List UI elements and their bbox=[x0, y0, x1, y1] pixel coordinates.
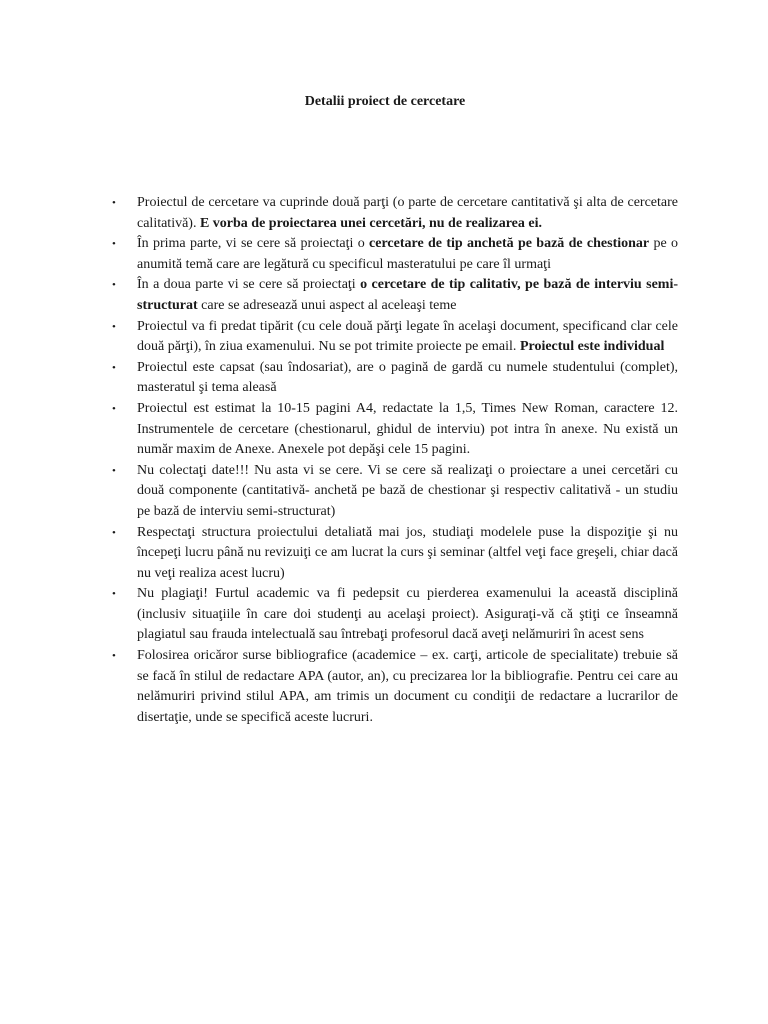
bullet-icon: • bbox=[112, 588, 116, 601]
list-item bbox=[112, 523, 678, 585]
text-segment: care se adresează unui aspect al aceleaşi teme bbox=[197, 297, 457, 313]
text-segment: În a doua parte vi se cere să proiectaţi bbox=[137, 277, 361, 293]
bullet-icon: • bbox=[112, 197, 116, 209]
bullet-icon: • bbox=[112, 320, 116, 333]
text-segment: În prima parte, vi se cere să proiectaţi o bbox=[137, 236, 370, 252]
list-item-text bbox=[137, 195, 678, 231]
bold-text: cercetare de tip anchetă pe bază de chestionar bbox=[369, 236, 650, 252]
list-item bbox=[112, 275, 678, 316]
list-item-text bbox=[137, 277, 678, 313]
text-segment: Proiectul est estimat la 10-15 pagini A4, redactate la 1,5, Times New Roman, caractere 12. Instrumentele de cercetare (chestionarul, ghidul de interviu) pot intra în anexe. Nu există un număr maxim de Anexe. Anexele pot depăşi cele 15 pagini. bbox=[137, 400, 678, 458]
bullet-icon: • bbox=[112, 650, 116, 663]
list-item-text bbox=[137, 360, 678, 396]
list-item bbox=[112, 317, 678, 358]
text-segment: Proiectul va fi predat tipărit (cu cele două părţi legate în acelaşi document, specificand clar cele două părţi), în ziua examenului. Nu se pot trimite proiecte pe email. bbox=[137, 318, 678, 355]
list-item-text bbox=[137, 525, 678, 581]
bullet-list bbox=[112, 193, 678, 728]
text-segment: Folosirea oricăror surse bibliografice (academice – ex. carţi, articole de specialitate) trebuie să se facă în stilul de redactare APA (autor, an), cu precizarea lor la bibliografie. Pentru cei care au nelămuriri privind stilul APA, am trimis un document cu condiţii de redactare a lucrarilor de disertaţie, unde se specifică aceste lucruri. bbox=[137, 648, 678, 725]
list-item bbox=[112, 234, 678, 275]
list-item bbox=[112, 358, 678, 399]
text-segment: Proiectul de cercetare va cuprinde două parţi (o parte de cercetare cantitativă şi alta de cercetare calitativă). bbox=[137, 195, 678, 231]
list-item bbox=[112, 193, 678, 234]
document-title: Detalii proiect de cercetare bbox=[304, 94, 466, 109]
text-segment: Nu plagiaţi! Furtul academic va fi pedepsit cu pierderea examenului la această disciplină (inclusiv situaţiile în care doi studenţi au acelaşi proiect). Asiguraţi-vă că ştiţi ce înseamnă plagiatul sau frauda intelectuală sau întrebaţi profesorul dacă aveţi nelămuriri în acest sens bbox=[137, 586, 678, 643]
text-segment: pe o anumită temă care are legătură cu specificul masteratului pe care îl urmaţi bbox=[137, 236, 678, 272]
list-item-text bbox=[137, 648, 678, 725]
list-item-text bbox=[137, 319, 678, 355]
list-item bbox=[112, 461, 678, 523]
bullet-icon: • bbox=[112, 464, 116, 477]
list-item bbox=[112, 646, 678, 728]
bold-text: o cercetare de tip calitativ, pe bază de interviu semi-structurat bbox=[137, 277, 679, 313]
bullet-icon: • bbox=[112, 238, 116, 251]
bullet-icon: • bbox=[112, 402, 116, 415]
bold-text: Proiectul este individual bbox=[519, 339, 665, 355]
bold-text: E vorba de proiectarea unei cercetări, nu de realizarea ei. bbox=[199, 215, 542, 231]
bullet-icon: • bbox=[112, 526, 116, 539]
bullet-icon: • bbox=[112, 361, 116, 374]
bullet-icon: • bbox=[112, 279, 116, 292]
list-item-text bbox=[137, 401, 678, 457]
list-item-text bbox=[137, 586, 678, 642]
list-item bbox=[112, 584, 678, 646]
list-item-text bbox=[137, 463, 678, 519]
list-item-text bbox=[137, 236, 678, 272]
list-item bbox=[112, 399, 678, 461]
text-segment: Respectaţi structura proiectului detaliată mai jos, studiaţi modelele puse la dispoziţie şi nu începeţi lucru până nu revizuiţi ce am lucrat la curs şi seminar (altfel veţi face greşeli, chiar dacă nu veţi realiza acest lucru) bbox=[137, 524, 678, 581]
text-segment: Proiectul este capsat (sau îndosariat), are o pagină de gardă cu numele studentului (complet), masteratul şi tema aleasă bbox=[137, 359, 678, 396]
text-segment: Nu colectaţi date!!! Nu asta vi se cere. Vi se cere să realizaţi o proiectare a unei cercetări cu două componente (cantitativă- anchetă pe bază de chestionar şi respectiv calitativă - un studiu pe bază de interviu semi-structurat) bbox=[137, 462, 678, 519]
